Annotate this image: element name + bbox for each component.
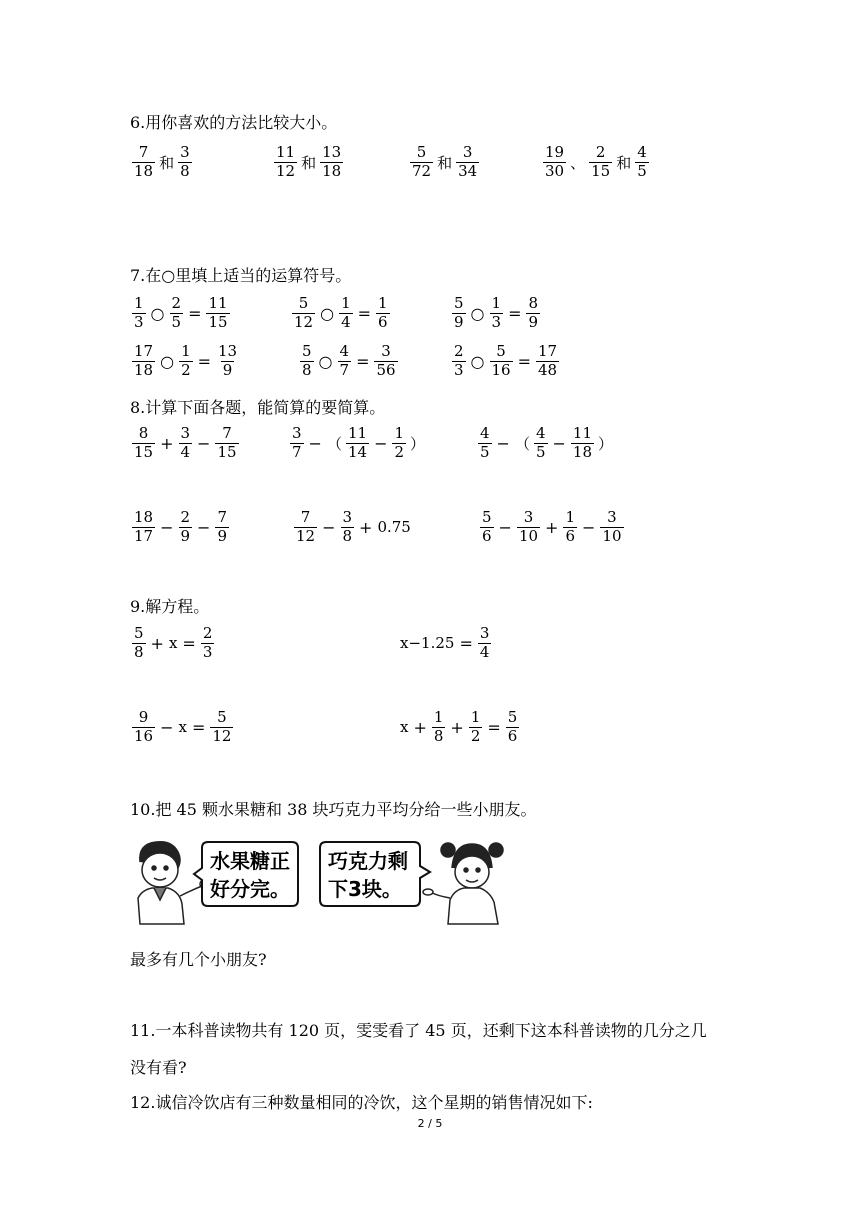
denominator: 9 (454, 312, 464, 331)
denominator: 18 (134, 360, 154, 379)
numerator: 13 (322, 143, 342, 161)
denominator: 15 (208, 312, 228, 331)
q7-expr-r1c1 (130, 296, 232, 331)
minus-sign: − (552, 433, 566, 453)
q7-expr-r1c3 (450, 296, 542, 331)
fraction (338, 344, 352, 379)
denominator: 8 (134, 642, 144, 661)
numerator: 1 (433, 708, 444, 726)
numerator: 3 (180, 424, 191, 442)
fraction (294, 510, 317, 545)
fraction (543, 145, 566, 180)
fraction (635, 145, 649, 180)
denominator: 5 (480, 442, 490, 461)
numerator: 5 (298, 294, 309, 312)
q9-equation-b (398, 626, 493, 661)
q6-expr-2 (272, 145, 345, 180)
fraction (571, 426, 594, 461)
denominator: 3 (202, 642, 213, 661)
numerator: 2 (180, 508, 191, 526)
denominator: 15 (591, 161, 611, 180)
denominator: 18 (322, 161, 342, 180)
denominator: 9 (180, 526, 191, 545)
numerator: 1 (181, 342, 191, 360)
fraction (478, 426, 492, 461)
plus-sign: + (413, 717, 427, 737)
equals-sign: = (459, 633, 473, 653)
numerator: 3 (342, 508, 353, 526)
numerator: 8 (138, 424, 149, 442)
and-word: 和 (616, 153, 632, 172)
denominator: 48 (538, 360, 558, 379)
numerator: 3 (180, 143, 190, 161)
fraction (210, 710, 233, 745)
numerator: 3 (479, 624, 490, 642)
numerator: 4 (339, 342, 350, 360)
fraction (490, 344, 513, 379)
numerator: 2 (595, 143, 606, 161)
numerator: 2 (171, 294, 182, 312)
fraction (170, 296, 184, 331)
numerator: 1 (565, 508, 575, 526)
fraction (274, 145, 297, 180)
denominator: 34 (458, 161, 478, 180)
fraction (536, 344, 559, 379)
minus-sign: − (160, 517, 174, 537)
fraction (589, 145, 612, 180)
denominator: 56 (376, 360, 396, 379)
fraction (452, 344, 466, 379)
denominator: 15 (217, 442, 237, 461)
denominator: 6 (565, 526, 575, 545)
q8-expr-b (288, 426, 427, 461)
q9-title: 9.解方程。 (130, 597, 210, 616)
fraction (456, 145, 479, 180)
denominator: 3 (454, 360, 464, 379)
numerator: 2 (202, 624, 213, 642)
equals-sign: = (357, 303, 372, 323)
denominator: 8 (302, 360, 312, 379)
blank-circle[interactable]: ○ (150, 303, 165, 323)
numerator: 11 (208, 294, 228, 312)
denominator: 14 (347, 442, 368, 461)
cartoon-illustration (132, 838, 512, 926)
q9-equation-d (398, 710, 521, 745)
girl-figure (423, 843, 503, 924)
q7-expr-r2c1 (130, 344, 241, 379)
blank-circle[interactable]: ○ (320, 303, 335, 323)
fraction (534, 426, 548, 461)
denominator: 6 (482, 526, 492, 545)
q10-title: 10.把 45 颗水果糖和 38 块巧克力平均分给一些小朋友。 (130, 800, 537, 819)
q7-expr-r2c2 (298, 344, 400, 379)
numerator: 2 (454, 342, 464, 360)
numerator: 7 (138, 143, 149, 161)
minus-sign: − (496, 433, 510, 453)
fraction (132, 145, 155, 180)
fraction (392, 426, 406, 461)
numerator: 5 (454, 294, 464, 312)
fraction (179, 510, 193, 545)
denominator: 10 (602, 526, 622, 545)
denominator: 9 (528, 312, 539, 331)
q6-title: 6.用你喜欢的方法比较大小。 (130, 113, 338, 132)
denominator: 12 (296, 526, 316, 545)
fraction (179, 344, 193, 379)
fraction (563, 510, 577, 545)
bubble2-line1: 巧克力剩 (328, 849, 408, 873)
denominator: 72 (412, 161, 432, 180)
decimal-value: 0.75 (377, 518, 411, 537)
q8-expr-a (130, 426, 241, 461)
blank-circle[interactable]: ○ (470, 351, 485, 371)
numerator: 17 (134, 342, 154, 360)
denominator: 8 (180, 161, 190, 180)
fraction (517, 510, 540, 545)
q7-expr-r1c2 (290, 296, 392, 331)
numerator: 8 (528, 294, 539, 312)
numerator: 1 (491, 294, 502, 312)
denominator: 2 (470, 726, 481, 745)
fraction (320, 145, 343, 180)
fraction (506, 710, 520, 745)
fraction (179, 426, 193, 461)
blank-circle[interactable]: ○ (318, 351, 333, 371)
equals-sign: = (197, 351, 212, 371)
numerator: 11 (347, 424, 368, 442)
numerator: 3 (523, 508, 534, 526)
bubble1-line2: 好分完。 (210, 877, 290, 901)
equals-sign: = (182, 633, 196, 653)
numerator: 17 (538, 342, 558, 360)
numerator: 7 (217, 508, 227, 526)
separator: 、 (570, 153, 586, 172)
blank-circle[interactable]: ○ (160, 351, 175, 371)
q8-expr-e (292, 510, 413, 545)
denominator: 9 (217, 526, 227, 545)
bubble2-line2: 下3块。 (328, 877, 402, 901)
numerator: 1 (341, 294, 351, 312)
numerator: 3 (607, 508, 617, 526)
numerator: 11 (276, 143, 296, 161)
denominator: 15 (134, 442, 154, 461)
fraction (132, 344, 155, 379)
fraction (600, 510, 623, 545)
q6-expr-3 (408, 145, 481, 180)
denominator: 6 (378, 312, 388, 331)
denominator: 4 (479, 642, 490, 661)
fraction (526, 296, 540, 331)
q9-equation-c (130, 710, 235, 745)
numerator: 3 (462, 143, 473, 161)
fraction (480, 510, 494, 545)
fraction (132, 426, 155, 461)
denominator: 8 (342, 526, 353, 545)
minus-sign: − (374, 433, 388, 453)
fraction (132, 710, 155, 745)
fraction (178, 145, 192, 180)
numerator: 4 (535, 424, 546, 442)
fraction (376, 296, 390, 331)
boy-figure (138, 842, 208, 924)
denominator: 4 (180, 442, 191, 461)
fraction (341, 510, 355, 545)
denominator: 3 (134, 312, 144, 331)
fraction (132, 626, 146, 661)
denominator: 30 (545, 161, 565, 180)
fraction (452, 296, 466, 331)
fraction (201, 626, 215, 661)
numerator: 4 (637, 143, 647, 161)
variable-x: x (168, 634, 178, 653)
denominator: 16 (134, 726, 154, 745)
plus-sign: + (359, 517, 373, 537)
denominator: 10 (518, 526, 539, 545)
q8-expr-c (476, 426, 615, 461)
fraction (410, 145, 433, 180)
numerator: 3 (381, 342, 391, 360)
equals-sign: = (356, 351, 370, 371)
q9-equation-a (130, 626, 216, 661)
equals-sign: = (517, 351, 532, 371)
plus-sign: + (545, 517, 559, 537)
plus-sign: + (150, 633, 164, 653)
q6-expr-4 (541, 145, 651, 180)
fraction (216, 344, 239, 379)
denominator: 5 (637, 161, 647, 180)
numerator: 4 (480, 424, 490, 442)
denominator: 8 (433, 726, 444, 745)
q10-question: 最多有几个小朋友? (130, 950, 267, 969)
right-paren: ） (598, 434, 614, 453)
denominator: 7 (339, 360, 350, 379)
numerator: 11 (572, 424, 593, 442)
bubble1-line1: 水果糖正 (210, 849, 290, 873)
numerator: 9 (138, 708, 149, 726)
denominator: 7 (292, 442, 302, 461)
variable-x: x (178, 718, 187, 737)
numerator: 5 (496, 342, 506, 360)
fraction (432, 710, 446, 745)
numerator: 7 (300, 508, 311, 526)
denominator: 16 (491, 360, 511, 379)
variable-x: x (400, 718, 409, 737)
denominator: 2 (394, 442, 405, 461)
numerator: 5 (507, 708, 518, 726)
plus-sign: + (450, 717, 464, 737)
q6-expr-1 (130, 145, 194, 180)
and-word: 和 (437, 153, 453, 172)
numerator: 1 (134, 294, 144, 312)
minus-sign: − (582, 517, 596, 537)
fraction (292, 296, 315, 331)
numerator: 1 (394, 424, 405, 442)
fraction (132, 296, 146, 331)
denominator: 18 (572, 442, 593, 461)
fraction (206, 296, 229, 331)
fraction (215, 426, 238, 461)
numerator: 13 (218, 342, 238, 360)
equals-sign: = (487, 717, 501, 737)
fraction (300, 344, 314, 379)
numerator: 18 (134, 508, 154, 526)
denominator: 4 (341, 312, 351, 331)
fraction (469, 710, 483, 745)
q8-expr-d (130, 510, 231, 545)
denominator: 12 (294, 312, 314, 331)
minus-sign: − (160, 717, 174, 737)
page-number: 2 / 5 (417, 1117, 443, 1130)
q12-title: 12.诚信冷饮店有三种数量相同的冷饮，这个星期的销售情况如下: (130, 1093, 593, 1112)
q8-expr-f (478, 510, 626, 545)
minus-sign: − (197, 433, 211, 453)
fraction (346, 426, 369, 461)
left-paren: （ (326, 434, 342, 453)
fraction (290, 426, 304, 461)
equation-left: x−1.25 (400, 634, 455, 653)
numerator: 19 (545, 143, 565, 161)
q11-line2: 没有看? (130, 1058, 187, 1077)
minus-sign: − (322, 517, 336, 537)
denominator: 5 (171, 312, 182, 331)
denominator: 6 (507, 726, 518, 745)
denominator: 9 (222, 360, 233, 379)
and-word: 和 (159, 153, 175, 172)
blank-circle[interactable]: ○ (470, 303, 485, 323)
fraction (478, 626, 492, 661)
fraction (490, 296, 504, 331)
fraction (215, 510, 229, 545)
denominator: 2 (181, 360, 191, 379)
numerator: 5 (302, 342, 312, 360)
q11-line1: 11.一本科普读物共有 120 页，雯雯看了 45 页，还剩下这本科普读物的几分之几 (130, 1021, 707, 1040)
denominator: 12 (212, 726, 232, 745)
minus-sign: − (197, 517, 211, 537)
fraction (132, 510, 155, 545)
numerator: 3 (292, 424, 302, 442)
minus-sign: − (498, 517, 512, 537)
equals-sign: = (191, 717, 206, 737)
left-paren: （ (514, 434, 530, 453)
numerator: 5 (416, 143, 427, 161)
denominator: 5 (535, 442, 546, 461)
minus-sign: − (308, 433, 322, 453)
denominator: 17 (134, 526, 154, 545)
numerator: 5 (482, 508, 492, 526)
numerator: 7 (222, 424, 232, 442)
fraction (339, 296, 353, 331)
numerator: 1 (470, 708, 481, 726)
denominator: 3 (491, 312, 502, 331)
numerator: 1 (378, 294, 388, 312)
q7-title: 7.在○里填上适当的运算符号。 (130, 266, 352, 285)
q7-expr-r2c3 (450, 344, 561, 379)
numerator: 5 (134, 624, 144, 642)
denominator: 18 (134, 161, 154, 180)
fraction (374, 344, 397, 379)
plus-sign: + (160, 433, 174, 453)
right-paren: ） (410, 434, 426, 453)
numerator: 5 (217, 708, 227, 726)
equals-sign: = (188, 303, 202, 323)
equals-sign: = (508, 303, 522, 323)
q8-title: 8.计算下面各题，能简算的要简算。 (130, 398, 386, 417)
denominator: 12 (276, 161, 296, 180)
and-word: 和 (301, 153, 317, 172)
